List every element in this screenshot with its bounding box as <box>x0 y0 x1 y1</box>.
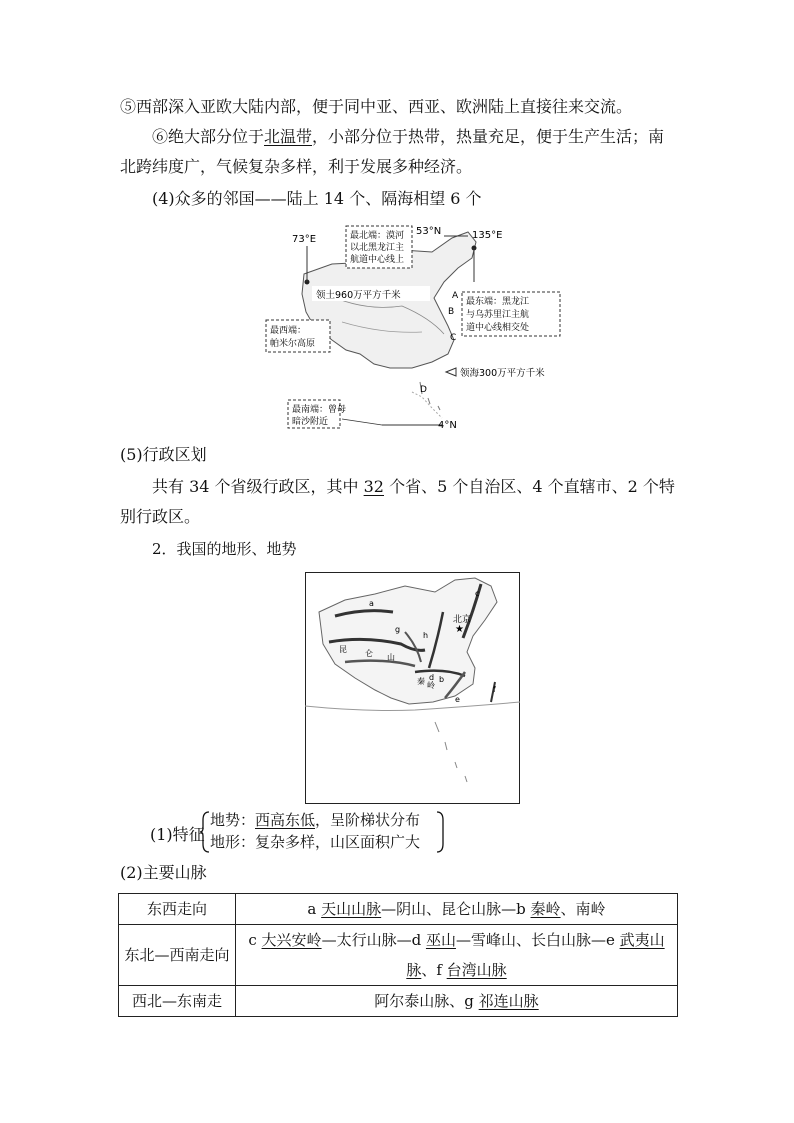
word-qin: 秦 <box>417 677 425 686</box>
heading-neighbors: (4)众多的邻国——陆上 14 个、隔海相望 6 个 <box>152 189 482 208</box>
features-block <box>150 810 450 854</box>
row-value-nwse: 阿尔泰山脉、g 祁连山脉 <box>236 986 678 1017</box>
east-label-1: 最东端：黑龙江 <box>466 297 530 307</box>
features-landform: 地形：复杂多样，山区面积广大 <box>210 833 421 851</box>
word-kun: 昆 <box>339 645 347 654</box>
land-area: 领土960万平方千米 <box>316 290 401 301</box>
label-e: e <box>455 695 460 704</box>
section-terrain: 2．我国的地形、地势 <box>152 540 297 558</box>
china-extent-map <box>262 222 572 432</box>
south-label-2: 暗沙附近 <box>292 417 329 427</box>
para-6: ⑥绝大部分位于北温带，小部分位于热带，热量充足，便于生产生活；南北跨纬度广，气候复杂多样，利于发展多种经济。 <box>120 127 665 176</box>
east-label-2: 与乌苏里江主航 <box>466 310 530 320</box>
svg-text:★: ★ <box>455 624 464 635</box>
lat-north: 53°N <box>416 226 442 237</box>
map-letter-c: C <box>450 333 457 343</box>
row-value-nesw: c 大兴安岭—太行山脉—d 巫山—雪峰山、长白山脉—e 武夷山脉、f 台湾山脉 <box>236 925 678 986</box>
china-terrain-map <box>305 572 520 804</box>
label-g: g <box>395 625 401 634</box>
features-prefix: (1)特征 <box>150 825 205 844</box>
map-letter-d: D <box>420 385 427 395</box>
row-label-ew: 东西走向 <box>119 894 236 925</box>
map-letter-b: B <box>448 307 455 317</box>
label-c: c <box>475 589 480 598</box>
label-b: b <box>439 675 445 684</box>
label-d: d <box>429 673 435 682</box>
left-brace-icon <box>200 810 210 854</box>
lon-east: 135°E <box>472 230 503 241</box>
word-ling: 岭 <box>427 681 435 690</box>
heading-mountains: (2)主要山脉 <box>120 863 207 882</box>
lon-west: 73°E <box>292 234 317 245</box>
table-row <box>119 925 678 986</box>
beijing-label: 北京 <box>453 615 472 625</box>
sea-area: 领海300万平方千米 <box>460 368 545 379</box>
row-value-ew: a 天山山脉—阴山、昆仑山脉—b 秦岭、南岭 <box>236 894 678 925</box>
table-row <box>119 894 678 925</box>
west-label-1: 最西端： <box>270 326 307 336</box>
row-label-nesw: 东北—西南走向 <box>119 925 236 986</box>
word-shan: 山 <box>387 653 395 662</box>
north-label-2: 以北黑龙江主 <box>350 243 405 253</box>
label-h: h <box>423 631 429 640</box>
heading-admin: (5)行政区划 <box>120 445 207 464</box>
para-admin: 共有 34 个省级行政区，其中 32 个省、5 个自治区、4 个直辖市、2 个特别行政区。 <box>120 477 675 526</box>
east-label-3: 道中心线相交处 <box>466 323 530 333</box>
lat-south: 4°N <box>438 420 457 431</box>
features-terrain-trend: 地势：西高东低，呈阶梯状分布 <box>210 811 421 829</box>
north-label-3: 航道中心线上 <box>350 255 405 265</box>
table-row <box>119 986 678 1017</box>
label-f: f <box>493 685 496 694</box>
mountains-table <box>118 893 678 1017</box>
north-label-1: 最北端：漠河 <box>350 231 405 241</box>
south-label-1: 最南端：曾母 <box>292 405 347 415</box>
map-letter-a: A <box>452 291 459 301</box>
row-label-nwse: 西北—东南走 <box>119 986 236 1017</box>
para-5: ⑤西部深入亚欧大陆内部，便于同中亚、西亚、欧洲陆上直接往来交流。 <box>120 97 633 116</box>
word-lun: 仑 <box>365 649 373 658</box>
label-a: a <box>369 599 374 608</box>
right-brace-icon <box>436 810 446 854</box>
west-label-2: 帕米尔高原 <box>270 339 316 349</box>
